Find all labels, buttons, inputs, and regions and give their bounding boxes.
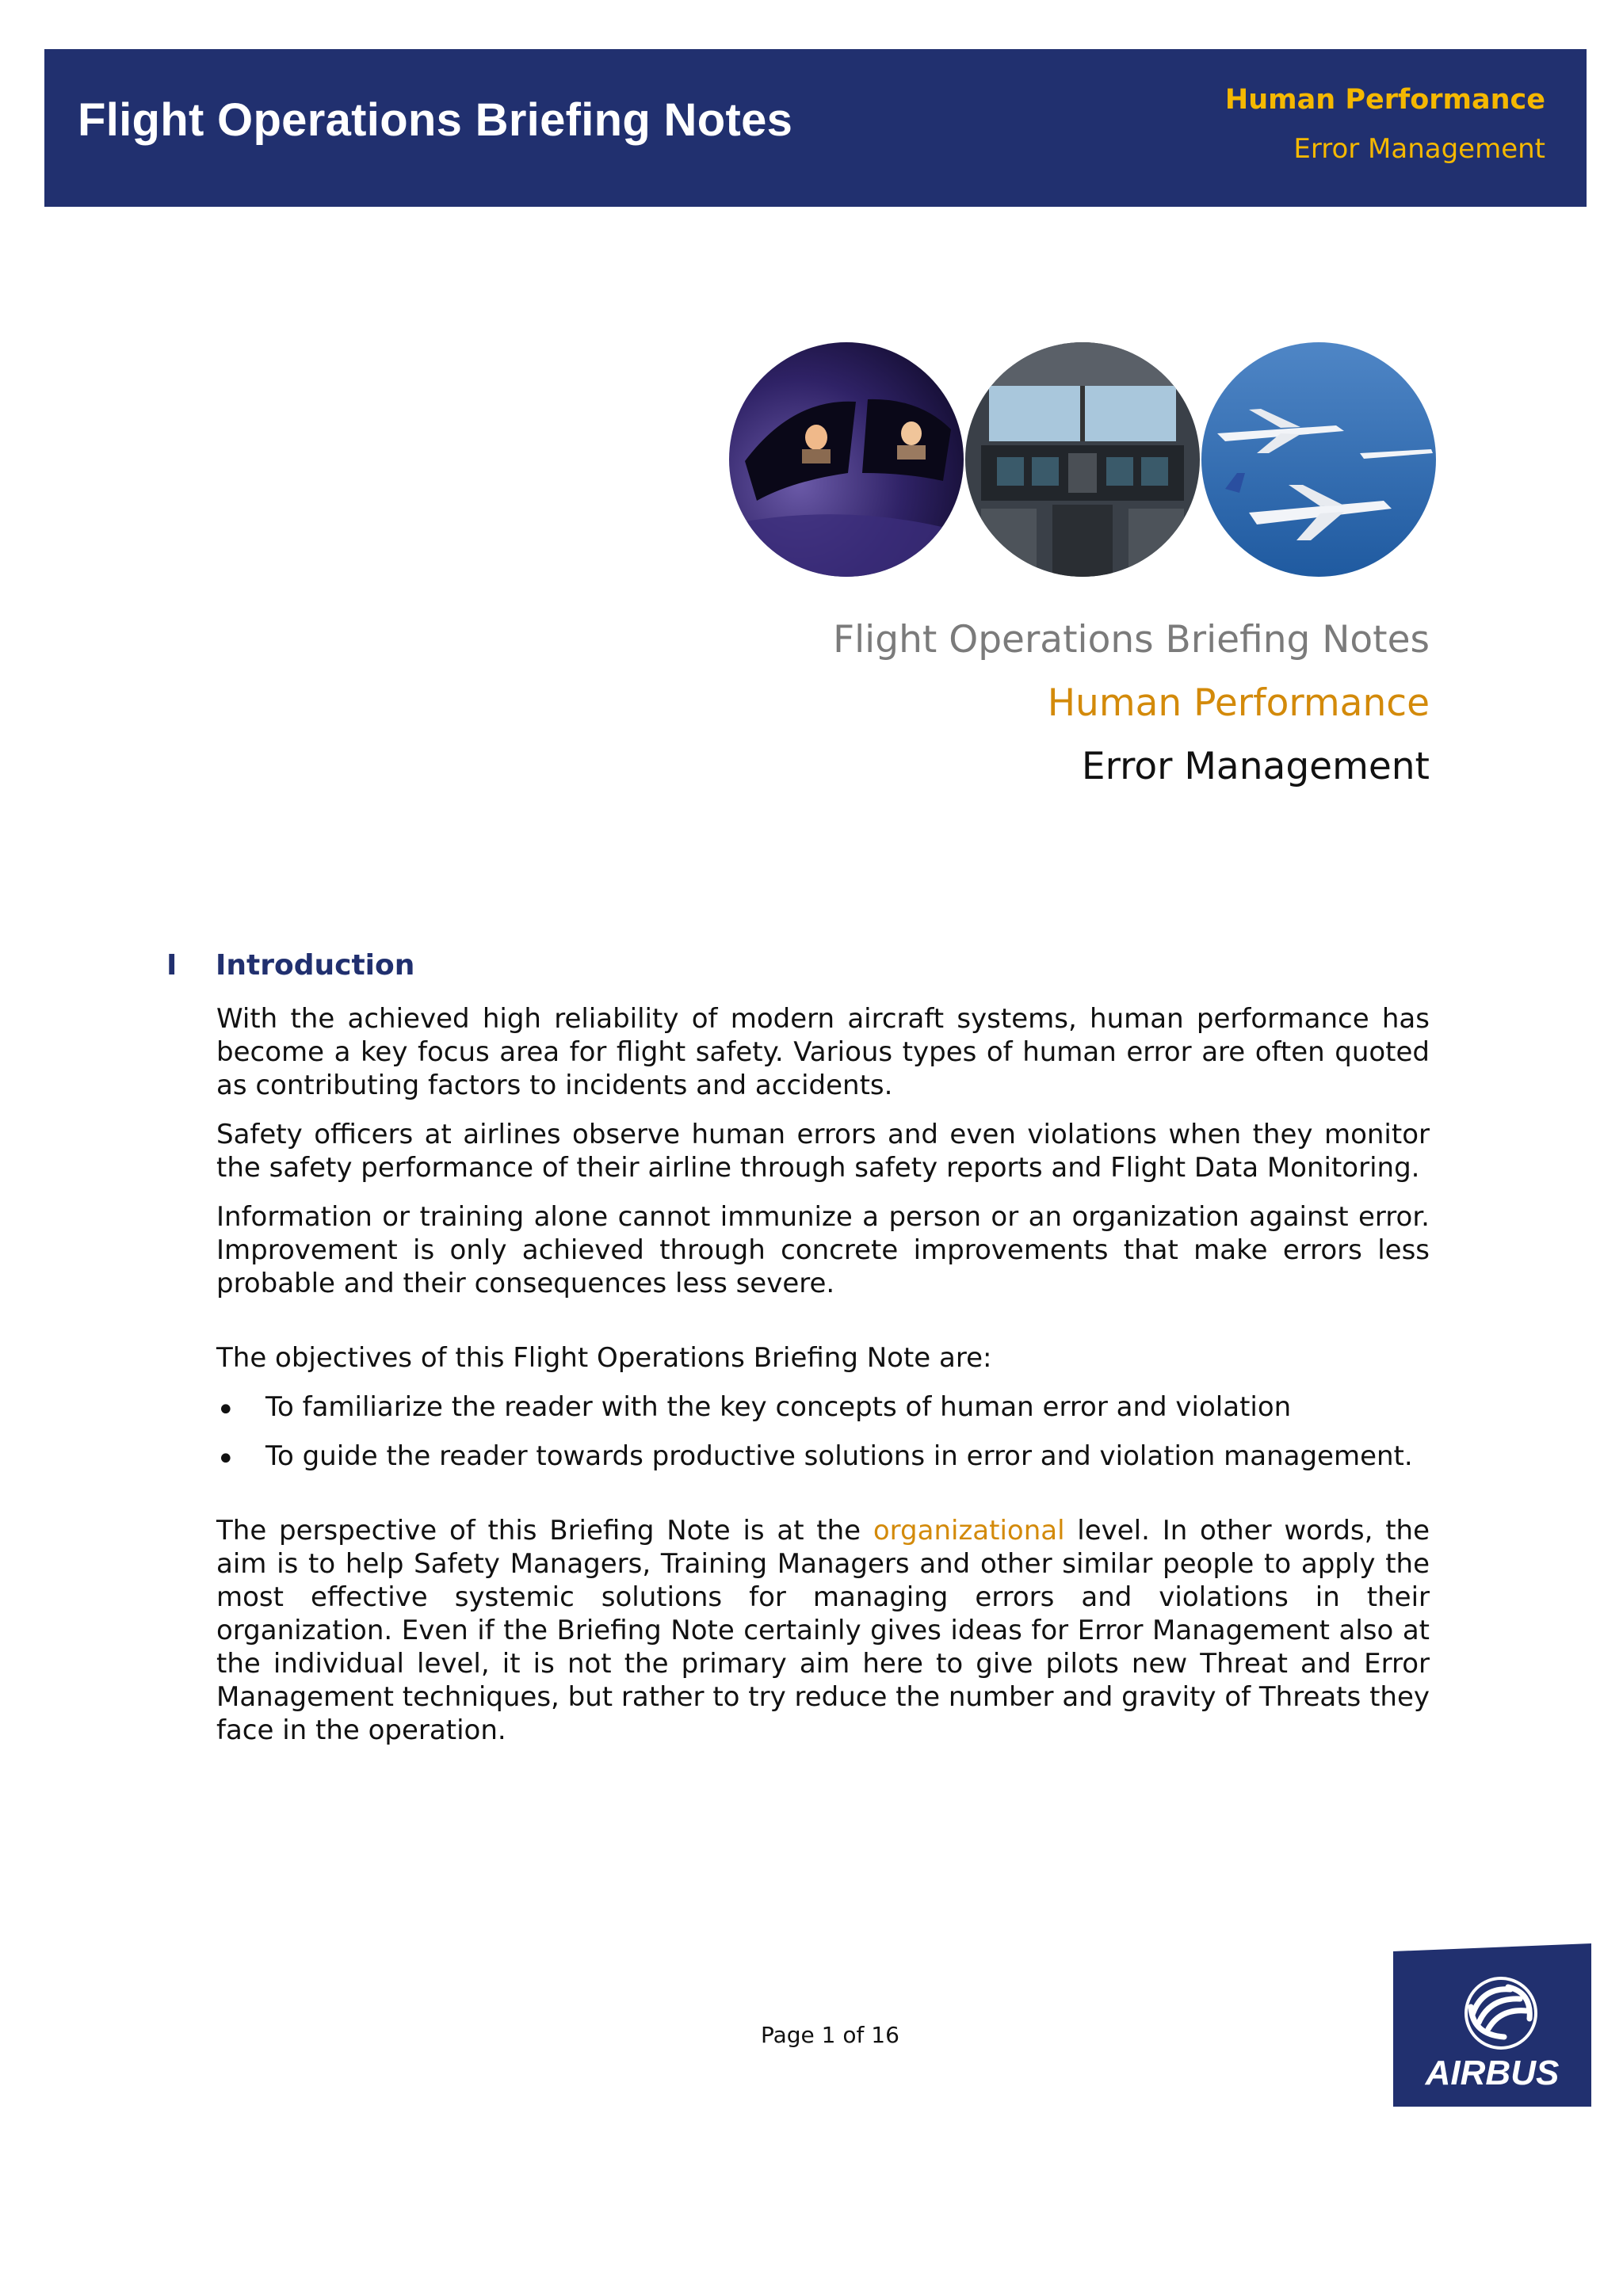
highlighted-term: organizational	[873, 1515, 1065, 1547]
paragraph: With the achieved high reliability of modern aircraft systems, human performance has become a key focus area for flight safety. Various types of human error are often quoted as contributing factors to incidents and accidents.	[216, 1003, 1430, 1101]
title-line-series: Flight Operations Briefing Notes	[833, 618, 1430, 662]
perspective-text-end: level. In other words, the aim is to help Safety Managers, Training Managers and other similar people to apply the most effective systemic solutions for managing errors and violations in their organization. Even if the Briefing Note certainly gives ideas for Error Management also at the individual level, it is not the primary aim here to give pilots new Threat and Error Management techniques, but rather to try reduce the number and gravity of Threats they face in the operation.	[216, 1515, 1430, 1746]
cover-photos	[729, 342, 1434, 580]
section-number: I	[166, 949, 178, 982]
perspective-text-start: The perspective of this Briefing Note is at the	[216, 1515, 873, 1547]
photo-aircraft-sky	[1201, 342, 1436, 577]
objectives-intro: The objectives of this Flight Operations Briefing Note are:	[216, 1342, 992, 1374]
paragraph: Safety officers at airlines observe human errors and even violations when they monitor the safety performance of their airline through safety reports and Flight Data Monitoring.	[216, 1119, 1430, 1184]
section-title: Introduction	[216, 949, 415, 982]
header-title: Flight Operations Briefing Notes	[78, 94, 793, 146]
airbus-logo	[1393, 1943, 1591, 2107]
paragraph: Information or training alone cannot immunize a person or an organization against error. Improvement is only achieved through concrete improvements that make errors less probable and their consequences less severe.	[216, 1201, 1430, 1299]
photo-cockpit-panel	[965, 342, 1200, 577]
list-item: • To guide the reader towards productive solutions in error and violation management.	[216, 1440, 1430, 1473]
title-line-topic: Error Management	[1081, 745, 1430, 788]
document-title-block	[833, 608, 1430, 799]
page-number: Page 1 of 16	[761, 2022, 899, 2048]
header-subcategory: Error Management	[1293, 133, 1545, 165]
photo-cockpit-night	[729, 342, 964, 577]
body-content	[216, 1002, 1430, 1763]
perspective-paragraph	[216, 1514, 1430, 1747]
list-item: • To familiarize the reader with the key concepts of human error and violation	[216, 1390, 1430, 1424]
svg-text:AIRBUS: AIRBUS	[1425, 2054, 1560, 2092]
title-line-category: Human Performance	[1047, 681, 1430, 725]
objectives-list	[216, 1390, 1430, 1473]
header-banner	[44, 49, 1587, 207]
header-category: Human Performance	[1224, 84, 1545, 116]
